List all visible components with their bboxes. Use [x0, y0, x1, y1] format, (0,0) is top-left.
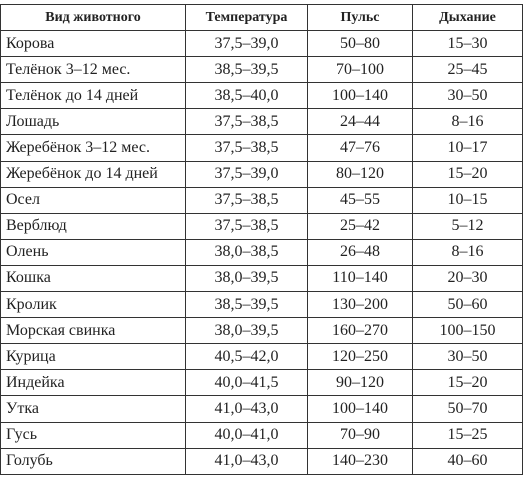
temperature-cell: 37,5–38,5 [186, 135, 308, 161]
temperature-cell: 38,0–38,5 [186, 239, 308, 265]
pulse-cell: 100–140 [308, 396, 413, 422]
pulse-cell: 50–80 [308, 31, 413, 57]
breathing-cell: 8–16 [413, 109, 523, 135]
table-row [1, 239, 523, 265]
table-row [1, 213, 523, 239]
animal-cell: Корова [1, 31, 186, 57]
animal-cell: Гусь [1, 422, 186, 448]
table-row [1, 187, 523, 213]
temperature-cell: 37,5–38,5 [186, 187, 308, 213]
pulse-cell: 24–44 [308, 109, 413, 135]
temperature-cell: 41,0–43,0 [186, 448, 308, 474]
pulse-cell: 100–140 [308, 83, 413, 109]
animal-cell: Осел [1, 187, 186, 213]
temperature-cell: 38,0–39,5 [186, 318, 308, 344]
pulse-cell: 110–140 [308, 265, 413, 291]
temperature-cell: 37,5–39,0 [186, 161, 308, 187]
breathing-cell: 25–45 [413, 57, 523, 83]
table-row [1, 370, 523, 396]
animal-cell: Лошадь [1, 109, 186, 135]
table-row [1, 318, 523, 344]
breathing-cell: 15–30 [413, 31, 523, 57]
pulse-cell: 120–250 [308, 344, 413, 370]
breathing-cell: 40–60 [413, 448, 523, 474]
animal-cell: Кролик [1, 292, 186, 318]
column-header-temperature: Температура [186, 5, 308, 31]
table-body [1, 31, 523, 475]
animal-cell: Телёнок до 14 дней [1, 83, 186, 109]
breathing-cell: 10–17 [413, 135, 523, 161]
table-row [1, 109, 523, 135]
animal-cell: Телёнок 3–12 мес. [1, 57, 186, 83]
vital-signs-table [0, 4, 523, 475]
temperature-cell: 41,0–43,0 [186, 396, 308, 422]
animal-cell: Утка [1, 396, 186, 422]
animal-cell: Индейка [1, 370, 186, 396]
column-header-pulse: Пульс [308, 5, 413, 31]
table-row [1, 135, 523, 161]
temperature-cell: 37,5–38,5 [186, 213, 308, 239]
animal-cell: Голубь [1, 448, 186, 474]
breathing-cell: 30–50 [413, 83, 523, 109]
breathing-cell: 30–50 [413, 344, 523, 370]
table-row [1, 396, 523, 422]
column-header-animal: Вид животного [1, 5, 186, 31]
breathing-cell: 8–16 [413, 239, 523, 265]
table-row [1, 57, 523, 83]
column-header-breathing: Дыхание [413, 5, 523, 31]
animal-cell: Морская свинка [1, 318, 186, 344]
table-row [1, 265, 523, 291]
pulse-cell: 80–120 [308, 161, 413, 187]
pulse-cell: 45–55 [308, 187, 413, 213]
table-row [1, 161, 523, 187]
pulse-cell: 140–230 [308, 448, 413, 474]
pulse-cell: 70–100 [308, 57, 413, 83]
pulse-cell: 90–120 [308, 370, 413, 396]
breathing-cell: 5–12 [413, 213, 523, 239]
pulse-cell: 160–270 [308, 318, 413, 344]
breathing-cell: 10–15 [413, 187, 523, 213]
pulse-cell: 70–90 [308, 422, 413, 448]
table-row [1, 344, 523, 370]
breathing-cell: 100–150 [413, 318, 523, 344]
table-row [1, 292, 523, 318]
animal-cell: Кошка [1, 265, 186, 291]
table-row [1, 31, 523, 57]
temperature-cell: 38,5–39,5 [186, 292, 308, 318]
breathing-cell: 50–70 [413, 396, 523, 422]
temperature-cell: 40,0–41,0 [186, 422, 308, 448]
header-row [1, 5, 523, 31]
breathing-cell: 15–25 [413, 422, 523, 448]
breathing-cell: 50–60 [413, 292, 523, 318]
animal-cell: Олень [1, 239, 186, 265]
pulse-cell: 47–76 [308, 135, 413, 161]
breathing-cell: 15–20 [413, 370, 523, 396]
animal-cell: Курица [1, 344, 186, 370]
temperature-cell: 38,5–39,5 [186, 57, 308, 83]
table-row [1, 448, 523, 474]
animal-cell: Жеребёнок до 14 дней [1, 161, 186, 187]
table-row [1, 422, 523, 448]
breathing-cell: 15–20 [413, 161, 523, 187]
temperature-cell: 40,0–41,5 [186, 370, 308, 396]
temperature-cell: 37,5–39,0 [186, 31, 308, 57]
temperature-cell: 40,5–42,0 [186, 344, 308, 370]
pulse-cell: 25–42 [308, 213, 413, 239]
animal-cell: Верблюд [1, 213, 186, 239]
temperature-cell: 37,5–38,5 [186, 109, 308, 135]
pulse-cell: 130–200 [308, 292, 413, 318]
pulse-cell: 26–48 [308, 239, 413, 265]
temperature-cell: 38,5–40,0 [186, 83, 308, 109]
temperature-cell: 38,0–39,5 [186, 265, 308, 291]
breathing-cell: 20–30 [413, 265, 523, 291]
animal-cell: Жеребёнок 3–12 мес. [1, 135, 186, 161]
table-row [1, 83, 523, 109]
